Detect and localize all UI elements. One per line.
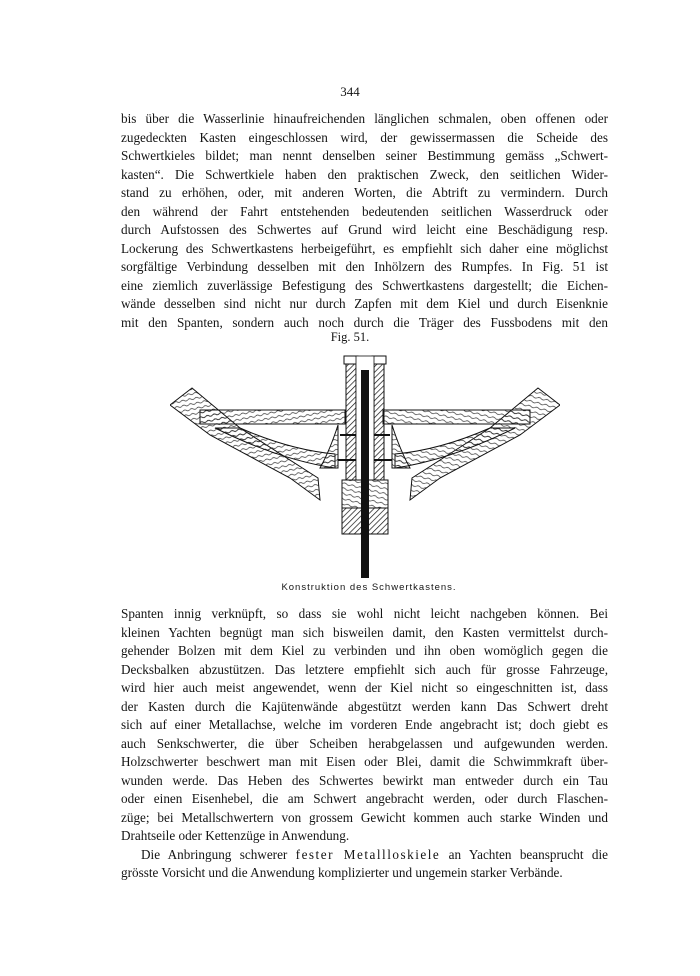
text-line: eine ziemlich zuverlässige Befestigung des Schwertkastens dargestellt; die Eichen- <box>121 277 608 293</box>
centreboard-trunk-diagram <box>170 350 560 580</box>
left-frame <box>170 388 320 500</box>
text-line: mit den Spanten, sondern auch noch durch die Träger des Fussbodens mit den <box>121 314 608 330</box>
text-line: züge; bei Metallschwertern von grossem Gewicht kommen auch starke Winden und <box>121 809 608 825</box>
right-deck-beam <box>383 410 530 424</box>
paragraph-3-line-1 <box>121 846 608 865</box>
text-line: stand zu erhöhen, oder, mit anderen Worten, die Abtrift zu vermindern. Durch <box>121 185 608 200</box>
left-deck-beam <box>200 410 345 424</box>
trunk-wall-right <box>374 362 384 480</box>
text-line: kleinen Yachten begnügt man sich bisweilen damit, den Kasten vermittelst durch- <box>121 624 608 640</box>
text-line: wird hier auch meist angewendet, wenn der Kiel nicht so eingeschnitten ist, dass <box>121 680 608 695</box>
text-line: durch Aufstossen des Schwertes auf Grund wird leicht eine Beschädigung resp. <box>121 222 608 237</box>
text-line: Holzschwerter beschwert man mit Eisen oder Blei, damit die Schwimmkraft über- <box>121 754 608 769</box>
text-line: auch Senkschwerter, die über Scheiben herabgelassen und aufgewunden werden. <box>121 735 608 751</box>
text-line: oder einen Eisenhebel, die am Schwert angebracht werden, oder durch Flaschen- <box>121 791 608 806</box>
text-line: Decksbalken abzustützen. Das letztere empfiehlt sich auch für grosse Fahrzeuge, <box>121 661 608 677</box>
text-line: der Kasten durch die Kajütenwände abgestützt werden kann Das Schwert dreht <box>121 698 608 714</box>
text-line: wände desselben sind nicht nur durch Zapfen mit dem Kiel und durch Eisenknie <box>121 296 608 311</box>
emphasis-spaced: fester Metallloskiele <box>295 846 441 862</box>
text-span: Die Anbringung schwerer <box>141 846 296 862</box>
text-line: Spanten innig verknüpft, so dass sie wohl nicht leicht nachgeben können. Bei <box>121 606 608 621</box>
text-span: an Yachten beansprucht die <box>440 846 609 862</box>
paragraph-2 <box>121 605 608 883</box>
text-line: sorgfältige Verbindung desselben mit den Inhölzern des Rumpfes. In Fig. 51 ist <box>121 259 608 274</box>
text-line: wunden werde. Das Heben des Schwertes bewirkt man entweder durch ein Tau <box>121 772 608 788</box>
text-line: zugedeckten Kasten eingeschlossen wird, der gewissermassen die Scheide des <box>121 129 608 145</box>
paragraph-1 <box>121 110 608 332</box>
page-number: 344 <box>340 84 360 99</box>
centreboard <box>361 370 369 578</box>
text-line: Lockerung des Schwertkastens herbeigeführt, es empfiehlt sich daher eine möglichst <box>121 240 608 256</box>
text-line: gehender Bolzen mit dem Kiel zu verbinden und ihn oben womöglich gegen die <box>121 643 608 658</box>
text-line: sich auf einer Metallachse, welche im vorderen Ende angebracht ist; doch giebt es <box>121 717 608 732</box>
text-line: kasten“. Die Schwertkiele haben den praktischen Zweck, den seitlichen Wider- <box>121 166 608 182</box>
paragraph-3-line-2: grösste Vorsicht und die Anwendung komplizierter und ungemein starker Verbände. <box>121 865 563 880</box>
text-line: Schwertkieles bildet; man nennt denselben seiner Bestimmung gemäss „Schwert- <box>121 148 608 163</box>
figure-caption: Konstruktion des Schwertkastens. <box>281 582 457 593</box>
trunk-wall-left <box>346 362 356 480</box>
text-line: Drahtseile oder Kettenzüge in Anwendung. <box>121 828 350 843</box>
text-line: den während der Fahrt entstehenden bedeutenden seitlichen Wasserdruck oder <box>121 203 608 219</box>
text-line: bis über die Wasserlinie hinaufreichenden länglichen schmalen, oben offenen oder <box>121 111 608 126</box>
figure-label: Fig. 51. <box>330 330 370 344</box>
right-frame <box>410 388 560 500</box>
